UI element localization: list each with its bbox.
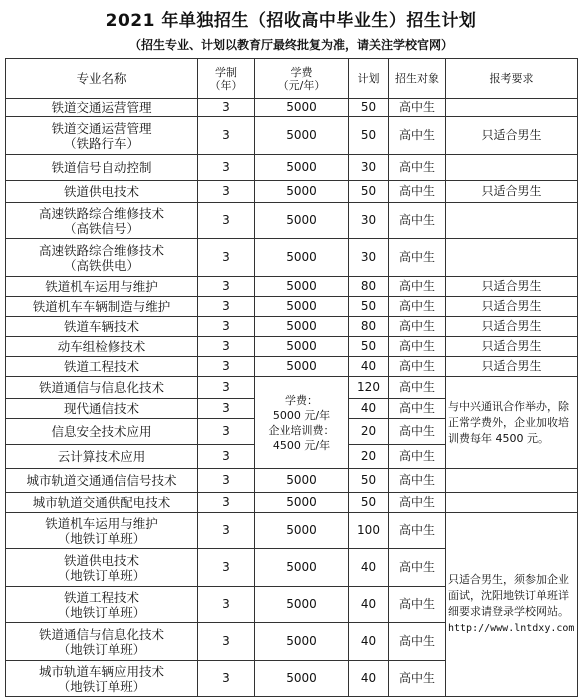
years-cell: 3 bbox=[198, 513, 255, 549]
fee-cell: 5000 bbox=[255, 99, 349, 117]
req-cell: 只适合男生 bbox=[446, 317, 578, 337]
plan-cell: 30 bbox=[349, 239, 389, 277]
req-cell: 只适合男生 bbox=[446, 297, 578, 317]
table-row bbox=[6, 203, 578, 239]
page-title: 2021 年单独招生（招收高中毕业生）招生计划 bbox=[105, 11, 477, 31]
req-cell bbox=[446, 99, 578, 117]
years-cell: 3 bbox=[198, 277, 255, 297]
fee-cell: 5000 bbox=[255, 513, 349, 549]
target-cell: 高中生 bbox=[389, 377, 446, 399]
target-cell: 高中生 bbox=[389, 399, 446, 419]
years-cell: 3 bbox=[198, 297, 255, 317]
years-cell: 3 bbox=[198, 99, 255, 117]
years-cell: 3 bbox=[198, 357, 255, 377]
header-plan: 计划 bbox=[349, 59, 389, 99]
header-major: 专业名称 bbox=[6, 59, 198, 99]
fee-cell: 5000 bbox=[255, 493, 349, 513]
req-cell: 只适合男生 bbox=[446, 181, 578, 203]
req-cell: 只适合男生 bbox=[446, 337, 578, 357]
table-row bbox=[6, 317, 578, 337]
plan-cell: 50 bbox=[349, 337, 389, 357]
major-cell: 铁道工程技术 bbox=[6, 357, 198, 377]
table-row bbox=[6, 513, 578, 549]
major-cell: 铁道机车运用与维护 （地铁订单班） bbox=[6, 513, 198, 549]
plan-cell: 40 bbox=[349, 587, 389, 623]
target-cell: 高中生 bbox=[389, 155, 446, 181]
metro-req-text: 只适合男生，须参加企业面试，沈阳地铁订单班详细要求请登录学校网站。 bbox=[448, 573, 569, 618]
years-cell: 3 bbox=[198, 587, 255, 623]
years-cell: 3 bbox=[198, 377, 255, 399]
plan-cell: 40 bbox=[349, 399, 389, 419]
major-cell: 信息安全技术应用 bbox=[6, 419, 198, 445]
years-cell: 3 bbox=[198, 661, 255, 697]
header-target: 招生对象 bbox=[389, 59, 446, 99]
table-header-row bbox=[6, 59, 578, 99]
years-cell: 3 bbox=[198, 317, 255, 337]
table-row bbox=[6, 239, 578, 277]
years-cell: 3 bbox=[198, 399, 255, 419]
fee-cell: 5000 bbox=[255, 181, 349, 203]
fee-cell: 5000 bbox=[255, 297, 349, 317]
major-cell: 铁道机车运用与维护 bbox=[6, 277, 198, 297]
page-subtitle: （招生专业、计划以教育厅最终批复为准，请关注学校官网） bbox=[128, 38, 453, 52]
table-row bbox=[6, 337, 578, 357]
years-cell: 3 bbox=[198, 549, 255, 587]
fee-cell: 5000 bbox=[255, 203, 349, 239]
target-cell: 高中生 bbox=[389, 549, 446, 587]
table-row bbox=[6, 297, 578, 317]
target-cell: 高中生 bbox=[389, 587, 446, 623]
major-cell: 铁道供电技术 bbox=[6, 181, 198, 203]
target-cell: 高中生 bbox=[389, 337, 446, 357]
metro-req-note bbox=[446, 513, 578, 697]
plan-cell: 20 bbox=[349, 419, 389, 445]
enrollment-plan-table bbox=[5, 58, 578, 697]
header-req: 报考要求 bbox=[446, 59, 578, 99]
plan-cell: 120 bbox=[349, 377, 389, 399]
table-row bbox=[6, 99, 578, 117]
fee-cell: 5000 bbox=[255, 469, 349, 493]
target-cell: 高中生 bbox=[389, 357, 446, 377]
major-cell: 铁道车辆技术 bbox=[6, 317, 198, 337]
years-cell: 3 bbox=[198, 445, 255, 469]
target-cell: 高中生 bbox=[389, 493, 446, 513]
major-cell: 铁道交通运营管理 （铁路行车） bbox=[6, 117, 198, 155]
major-cell: 铁道供电技术 （地铁订单班） bbox=[6, 549, 198, 587]
years-cell: 3 bbox=[198, 181, 255, 203]
header-fee: 学费 （元/年） bbox=[255, 59, 349, 99]
table-row bbox=[6, 155, 578, 181]
major-cell: 铁道工程技术 （地铁订单班） bbox=[6, 587, 198, 623]
years-cell: 3 bbox=[198, 623, 255, 661]
plan-cell: 40 bbox=[349, 661, 389, 697]
table-row bbox=[6, 377, 578, 399]
target-cell: 高中生 bbox=[389, 317, 446, 337]
target-cell: 高中生 bbox=[389, 297, 446, 317]
plan-cell: 40 bbox=[349, 549, 389, 587]
table-row bbox=[6, 277, 578, 297]
table-row bbox=[6, 181, 578, 203]
major-cell: 铁道交通运营管理 bbox=[6, 99, 198, 117]
req-cell bbox=[446, 155, 578, 181]
plan-cell: 50 bbox=[349, 117, 389, 155]
plan-cell: 30 bbox=[349, 203, 389, 239]
target-cell: 高中生 bbox=[389, 661, 446, 697]
req-cell bbox=[446, 203, 578, 239]
req-cell bbox=[446, 493, 578, 513]
fee-cell: 5000 bbox=[255, 117, 349, 155]
header-years: 学制 （年） bbox=[198, 59, 255, 99]
zte-fee-note: 学费： 5000 元/年 企业培训费： 4500 元/年 bbox=[255, 377, 349, 469]
years-cell: 3 bbox=[198, 239, 255, 277]
major-cell: 现代通信技术 bbox=[6, 399, 198, 419]
plan-cell: 50 bbox=[349, 181, 389, 203]
major-cell: 铁道通信与信息化技术 （地铁订单班） bbox=[6, 623, 198, 661]
plan-cell: 50 bbox=[349, 493, 389, 513]
target-cell: 高中生 bbox=[389, 513, 446, 549]
req-cell bbox=[446, 239, 578, 277]
zte-req-note: 与中兴通讯合作举办，除正常学费外，企业加收培训费每年 4500 元。 bbox=[446, 377, 578, 469]
major-cell: 铁道机车车辆制造与维护 bbox=[6, 297, 198, 317]
target-cell: 高中生 bbox=[389, 445, 446, 469]
plan-cell: 50 bbox=[349, 99, 389, 117]
fee-cell: 5000 bbox=[255, 357, 349, 377]
major-cell: 城市轨道车辆应用技术 （地铁订单班） bbox=[6, 661, 198, 697]
target-cell: 高中生 bbox=[389, 203, 446, 239]
target-cell: 高中生 bbox=[389, 469, 446, 493]
major-cell: 铁道通信与信息化技术 bbox=[6, 377, 198, 399]
table-row bbox=[6, 357, 578, 377]
major-cell: 云计算技术应用 bbox=[6, 445, 198, 469]
fee-cell: 5000 bbox=[255, 155, 349, 181]
major-cell: 城市轨道交通通信信号技术 bbox=[6, 469, 198, 493]
req-cell: 只适合男生 bbox=[446, 117, 578, 155]
table-row bbox=[6, 117, 578, 155]
fee-cell: 5000 bbox=[255, 587, 349, 623]
fee-cell: 5000 bbox=[255, 277, 349, 297]
plan-cell: 20 bbox=[349, 445, 389, 469]
fee-cell: 5000 bbox=[255, 623, 349, 661]
fee-cell: 5000 bbox=[255, 661, 349, 697]
plan-cell: 30 bbox=[349, 155, 389, 181]
plan-cell: 100 bbox=[349, 513, 389, 549]
target-cell: 高中生 bbox=[389, 99, 446, 117]
major-cell: 城市轨道交通供配电技术 bbox=[6, 493, 198, 513]
req-cell: 只适合男生 bbox=[446, 357, 578, 377]
years-cell: 3 bbox=[198, 419, 255, 445]
plan-cell: 50 bbox=[349, 469, 389, 493]
target-cell: 高中生 bbox=[389, 239, 446, 277]
school-url: http://www.lntdxy.com bbox=[448, 623, 575, 634]
fee-cell: 5000 bbox=[255, 239, 349, 277]
major-cell: 高速铁路综合维修技术 （高铁供电） bbox=[6, 239, 198, 277]
major-cell: 高速铁路综合维修技术 （高铁信号） bbox=[6, 203, 198, 239]
plan-cell: 50 bbox=[349, 297, 389, 317]
target-cell: 高中生 bbox=[389, 623, 446, 661]
table-row bbox=[6, 493, 578, 513]
years-cell: 3 bbox=[198, 117, 255, 155]
years-cell: 3 bbox=[198, 337, 255, 357]
fee-cell: 5000 bbox=[255, 549, 349, 587]
major-cell: 铁道信号自动控制 bbox=[6, 155, 198, 181]
fee-cell: 5000 bbox=[255, 317, 349, 337]
plan-cell: 40 bbox=[349, 357, 389, 377]
plan-cell: 80 bbox=[349, 277, 389, 297]
major-cell: 动车组检修技术 bbox=[6, 337, 198, 357]
target-cell: 高中生 bbox=[389, 181, 446, 203]
req-cell: 只适合男生 bbox=[446, 277, 578, 297]
years-cell: 3 bbox=[198, 493, 255, 513]
years-cell: 3 bbox=[198, 155, 255, 181]
target-cell: 高中生 bbox=[389, 277, 446, 297]
target-cell: 高中生 bbox=[389, 419, 446, 445]
plan-cell: 40 bbox=[349, 623, 389, 661]
req-cell bbox=[446, 469, 578, 493]
years-cell: 3 bbox=[198, 469, 255, 493]
table-row bbox=[6, 469, 578, 493]
years-cell: 3 bbox=[198, 203, 255, 239]
plan-cell: 80 bbox=[349, 317, 389, 337]
fee-cell: 5000 bbox=[255, 337, 349, 357]
target-cell: 高中生 bbox=[389, 117, 446, 155]
